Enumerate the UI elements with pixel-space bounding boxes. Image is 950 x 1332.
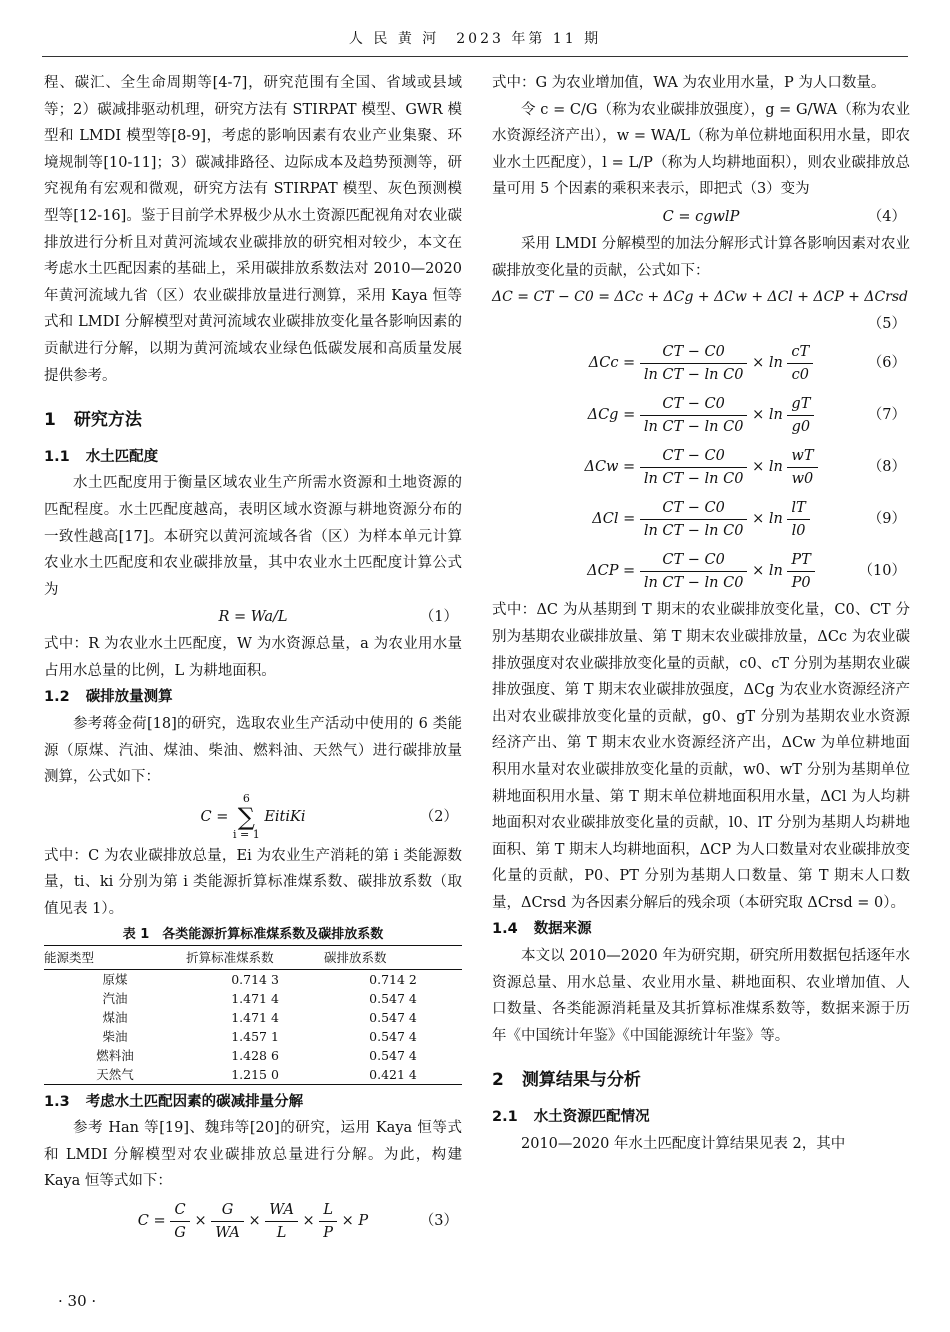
table-1 bbox=[44, 945, 462, 1085]
denominator: c0 bbox=[791, 366, 809, 383]
equation-10 bbox=[492, 545, 910, 597]
summation-sign bbox=[233, 793, 260, 841]
intro-paragraph: 程、碳汇、全生命周期等[4-7]，研究范围有全国、省域或县域等；2）碳减排驱动机理，研究方法有 STIRPAT 模型、GWR 模型和 LMDI 模型等[8-9]，考虑的影响因素有农业产业集聚、环境规制等[10-11]；3）碳减排路径、边际成本及趋势预测等，研究视角有宏观和微观，研究方法有 STIRPAT 模型、灰色预测模型等[12-16]。鉴于目前学术界极少从水土资源匹配视角对农业碳排放进行分析且对黄河流域农业碳排放的研究相对较少，本文在考虑水土匹配因素的基础上，采用碳排放系数法对 2010—2020 年黄河流域九省（区）农业碳排放量进行测算，采用 Kaya 恒等式和 LMDI 分解模型对黄河流域农业碳排放变化量各影响因素的贡献进行分解，以期为黄河流域农业绿色低碳发展和高质量发展提供参考。 bbox=[44, 75, 462, 384]
equation-2-description: 式中：C 为农业碳排放总量，Ei 为农业生产消耗的第 i 类能源数量，ti、ki 分别为第 i 类能源折算标准煤系数、碳排放系数（取值见表 1）。 bbox=[44, 847, 462, 918]
header-rule bbox=[42, 56, 908, 57]
definition-paragraph: 令 c = C/G（称为农业碳排放强度），g = G/WA（称为农业水资源经济产出），w = WA/L（称为单位耕地面积用水量，即农业水土匹配度），l = L/P（称为人均耕地面积），则农业碳排放总量可用 5 个因素的乘积来表示，即把式（3）变为 bbox=[492, 101, 910, 198]
table-cell: 1.215 0 bbox=[186, 1065, 324, 1085]
denominator: ln CT − ln C0 bbox=[643, 366, 744, 383]
denominator: w0 bbox=[791, 470, 814, 487]
numerator: CT − C0 bbox=[640, 549, 748, 572]
subsection-1-2-paragraph: 参考蒋金荷[18]的研究，选取农业生产活动中使用的 6 类能源（原煤、汽油、煤油、柴油、燃料油、天然气）进行碳排放量测算，公式如下： bbox=[44, 716, 462, 786]
table-header-cell: 折算标准煤系数 bbox=[186, 945, 324, 969]
equation-2 bbox=[44, 791, 462, 843]
times-sign: × bbox=[248, 1213, 261, 1229]
equation-7 bbox=[492, 389, 910, 441]
page-number: · 30 · bbox=[58, 1292, 97, 1310]
subsection-1-2-number: 1.2 bbox=[44, 689, 70, 706]
numerator: lT bbox=[787, 497, 809, 520]
denominator: L bbox=[276, 1224, 287, 1241]
sigma-glyph: ∑ bbox=[237, 802, 255, 831]
table-cell: 天然气 bbox=[44, 1065, 186, 1085]
equation-2-lhs: C = bbox=[200, 808, 229, 825]
numerator: L bbox=[319, 1199, 337, 1222]
equation-number: （8） bbox=[867, 459, 906, 476]
equation-4-body: C = cgwlP bbox=[662, 208, 740, 225]
equation-lhs: ΔCw = bbox=[584, 459, 636, 476]
ratio-fraction bbox=[787, 549, 814, 594]
subsection-2-1-title: 水土资源匹配情况 bbox=[533, 1109, 650, 1126]
table-cell: 0.714 3 bbox=[231, 971, 279, 987]
table-cell: 0.421 4 bbox=[324, 1065, 462, 1085]
numerator: CT − C0 bbox=[640, 445, 748, 468]
table-cell: 1.471 4 bbox=[231, 990, 279, 1006]
subsection-1-1-title: 水土匹配度 bbox=[85, 448, 159, 465]
left-column bbox=[44, 70, 462, 1247]
equation-2-rhs: EitiKi bbox=[264, 808, 306, 825]
table-cell: 原煤 bbox=[102, 971, 128, 987]
equation-1-body: R = Wa/L bbox=[218, 609, 288, 626]
ratio-fraction bbox=[787, 497, 809, 542]
times-ln: × ln bbox=[752, 459, 783, 476]
fraction-g-over-wa bbox=[211, 1199, 244, 1244]
denominator: G bbox=[174, 1224, 186, 1241]
subsection-1-1-paragraph: 水土匹配度用于衡量区域农业生产所需水资源和土地资源的匹配程度。水土匹配度越高，表明区域水资源与耕地资源分布的一致性越高[17]。本研究以黄河流域各省（区）为样本单元计算农业水土匹配度和农业碳排放量，其中农业水土匹配度计算公式为 bbox=[44, 475, 462, 598]
ratio-fraction bbox=[787, 341, 813, 386]
equation-1-description: 式中：R 为农业水土匹配度，W 为水资源总量，a 为农业用水量占用水总量的比例，L 为耕地面积。 bbox=[44, 636, 462, 679]
table-cell: 1.471 4 bbox=[231, 1009, 279, 1025]
fraction-difference-over-log bbox=[640, 549, 748, 594]
equation-3-tail: × P bbox=[341, 1213, 369, 1229]
equation-8 bbox=[492, 441, 910, 493]
table-cell: 0.714 2 bbox=[369, 971, 417, 987]
equation-lhs: ΔCg = bbox=[587, 407, 636, 424]
table-header-row bbox=[44, 945, 462, 969]
section-1-number: 1 bbox=[44, 410, 56, 431]
section-2-title: 测算结果与分析 bbox=[521, 1070, 641, 1091]
numerator: wT bbox=[787, 445, 817, 468]
subsection-1-4-number: 1.4 bbox=[492, 921, 518, 938]
equation-4-number: （4） bbox=[867, 208, 906, 225]
subsection-1-3-paragraph: 参考 Han 等[19]、魏玮等[20]的研究，运用 Kaya 恒等式和 LMDI 分解模型对农业碳排放总量进行分解。为此，构建 Kaya 恒等式如下： bbox=[44, 1120, 462, 1190]
numerator: CT − C0 bbox=[640, 393, 748, 416]
table-header-cell: 碳排放系数 bbox=[324, 945, 462, 969]
times-ln: × ln bbox=[752, 355, 783, 372]
numerator: C bbox=[170, 1199, 190, 1222]
denominator: WA bbox=[215, 1224, 240, 1241]
table-row bbox=[44, 989, 462, 1008]
denominator: ln CT − ln C0 bbox=[643, 522, 744, 539]
section-2-number: 2 bbox=[492, 1070, 504, 1091]
section-1-heading bbox=[44, 407, 462, 434]
equation-6 bbox=[492, 337, 910, 389]
subsection-1-2-title: 碳排放量测算 bbox=[85, 689, 173, 706]
table-row bbox=[44, 1027, 462, 1046]
section-1-title: 研究方法 bbox=[73, 410, 142, 431]
equation-number: （7） bbox=[867, 407, 906, 424]
denominator: ln CT − ln C0 bbox=[643, 574, 744, 591]
equation-9 bbox=[492, 493, 910, 545]
fraction-difference-over-log bbox=[640, 497, 748, 542]
table-cell: 煤油 bbox=[102, 1009, 128, 1025]
equation-4 bbox=[492, 203, 910, 231]
equation-number: （9） bbox=[867, 511, 906, 528]
summation-upper-limit: 6 bbox=[242, 791, 250, 805]
equation-number: （6） bbox=[867, 355, 906, 372]
running-header: 人 民 黄 河 2023 年第 11 期 bbox=[348, 31, 602, 47]
fraction-difference-over-log bbox=[640, 445, 748, 490]
subsection-1-4-heading bbox=[492, 916, 910, 943]
times-ln: × ln bbox=[752, 511, 783, 528]
denominator: ln CT − ln C0 bbox=[643, 470, 744, 487]
equation-2-number: （2） bbox=[419, 808, 458, 825]
times-sign: × bbox=[194, 1213, 207, 1229]
times-ln: × ln bbox=[752, 407, 783, 424]
table-cell: 1.457 1 bbox=[231, 1028, 279, 1044]
subsection-2-1-heading bbox=[492, 1104, 910, 1131]
denominator: g0 bbox=[791, 418, 811, 435]
equation-lhs: ΔCc = bbox=[588, 355, 636, 372]
subsection-1-2-heading bbox=[44, 684, 462, 711]
subsection-1-1-number: 1.1 bbox=[44, 448, 70, 465]
table-row bbox=[44, 1065, 462, 1085]
table-row bbox=[44, 1008, 462, 1027]
numerator: gT bbox=[787, 393, 814, 416]
equation-lhs: ΔCP = bbox=[587, 563, 636, 580]
table-cell: 汽油 bbox=[102, 990, 128, 1006]
table-cell: 1.428 6 bbox=[231, 1047, 279, 1063]
numerator: CT − C0 bbox=[640, 497, 748, 520]
table-cell: 燃料油 bbox=[96, 1047, 134, 1063]
fraction-difference-over-log bbox=[640, 341, 748, 386]
subsection-2-1-paragraph: 2010—2020 年水土匹配度计算结果见表 2，其中 bbox=[521, 1135, 846, 1152]
equation-3 bbox=[44, 1195, 462, 1247]
table-row bbox=[44, 1046, 462, 1065]
lmdi-variable-description: 式中：ΔC 为从基期到 T 期末的农业碳排放变化量，C0、CT 分别为基期农业碳排放量、第 T 期末农业碳排放量，ΔCc 为农业碳排放强度对农业碳排放变化量的贡献，c0、cT 分别为基期农业碳排放强度、第 T 期末农业碳排放强度，ΔCg 为农业水资源经济产出对农业碳排放变化量的贡献，g0、gT 分别为基期农业水资源经济产出、第 T 期末农业水资源经济产出，ΔCw 为单位耕地面积用水量对农业碳排放变化量的贡献，w0、wT 分别为基期单位耕地面积用水量、第 T 期末单位耕地面积用水量，ΔCl 为人均耕地面积对农业碳排放变化量的贡献，l0、lT 分别为基期人均耕地面积、第 T 期末人均耕地面积，ΔCP 为人口数量对农业碳排放变化量的贡献，P0、PT 分别为基期人口数量、第 T 期末人口数量，ΔCrsd 为各因素分解后的残余项（本研究取 ΔCrsd = 0）。 bbox=[492, 602, 910, 911]
equation-lhs: ΔCl = bbox=[592, 511, 636, 528]
fraction-l-over-p bbox=[319, 1199, 337, 1244]
equation-5: ΔC = CT − C0 = ΔCc + ΔCg + ΔCw + ΔCl + ΔCP + ΔCrsd bbox=[492, 289, 908, 306]
subsection-2-1-number: 2.1 bbox=[492, 1109, 518, 1126]
equation-3-number: （3） bbox=[419, 1213, 458, 1229]
ratio-fraction bbox=[787, 445, 817, 490]
equation-3-description: 式中：G 为农业增加值，WA 为农业用水量，P 为人口数量。 bbox=[492, 75, 886, 91]
numerator: cT bbox=[787, 341, 813, 364]
subsection-1-4-paragraph: 本文以 2010—2020 年为研究期，研究所用数据包括逐年水资源总量、用水总量、农业用水量、耕地面积、农业增加值、人口数量、各类能源消耗量及其折算标准煤系数等，数据来源于历年《中国统计年鉴》《中国能源统计年鉴》等。 bbox=[492, 948, 910, 1044]
fraction-difference-over-log bbox=[640, 393, 748, 438]
ratio-fraction bbox=[787, 393, 814, 438]
numerator: WA bbox=[265, 1199, 298, 1222]
numerator: CT − C0 bbox=[640, 341, 748, 364]
equation-number: （10） bbox=[858, 563, 906, 580]
numerator: PT bbox=[787, 549, 814, 572]
right-column bbox=[492, 70, 910, 1157]
times-sign: × bbox=[302, 1213, 315, 1229]
fraction-wa-over-l bbox=[265, 1199, 298, 1244]
table-cell: 0.547 4 bbox=[369, 1028, 417, 1044]
table-cell: 0.547 4 bbox=[369, 1009, 417, 1025]
equation-3-lhs: C = bbox=[137, 1213, 166, 1229]
table-cell: 0.547 4 bbox=[369, 990, 417, 1006]
equation-1 bbox=[44, 603, 462, 631]
summation-lower-limit: i = 1 bbox=[232, 827, 260, 841]
denominator: P bbox=[323, 1224, 334, 1241]
denominator: P0 bbox=[791, 574, 811, 591]
table-cell: 柴油 bbox=[102, 1028, 128, 1044]
equation-1-number: （1） bbox=[419, 609, 458, 626]
table-header-cell: 能源类型 bbox=[44, 945, 186, 969]
times-ln: × ln bbox=[752, 563, 783, 580]
denominator: l0 bbox=[791, 522, 806, 539]
denominator: ln CT − ln C0 bbox=[643, 418, 744, 435]
subsection-1-3-title: 考虑水土匹配因素的碳减排量分解 bbox=[85, 1093, 304, 1110]
subsection-1-1-heading bbox=[44, 444, 462, 471]
fraction-c-over-g bbox=[170, 1199, 190, 1244]
subsection-1-3-heading bbox=[44, 1089, 462, 1116]
numerator: G bbox=[211, 1199, 244, 1222]
section-2-heading bbox=[492, 1067, 910, 1094]
subsection-1-4-title: 数据来源 bbox=[533, 921, 592, 938]
subsection-1-3-number: 1.3 bbox=[44, 1093, 70, 1110]
table-row bbox=[44, 969, 462, 989]
table-cell: 0.547 4 bbox=[369, 1047, 417, 1063]
equation-5-number: （5） bbox=[867, 315, 906, 332]
table-1-title: 表 1 各类能源折算标准煤系数及碳排放系数 bbox=[122, 926, 384, 942]
lmdi-paragraph: 采用 LMDI 分解模型的加法分解形式计算各影响因素对农业碳排放变化量的贡献，公式如下： bbox=[492, 235, 910, 279]
